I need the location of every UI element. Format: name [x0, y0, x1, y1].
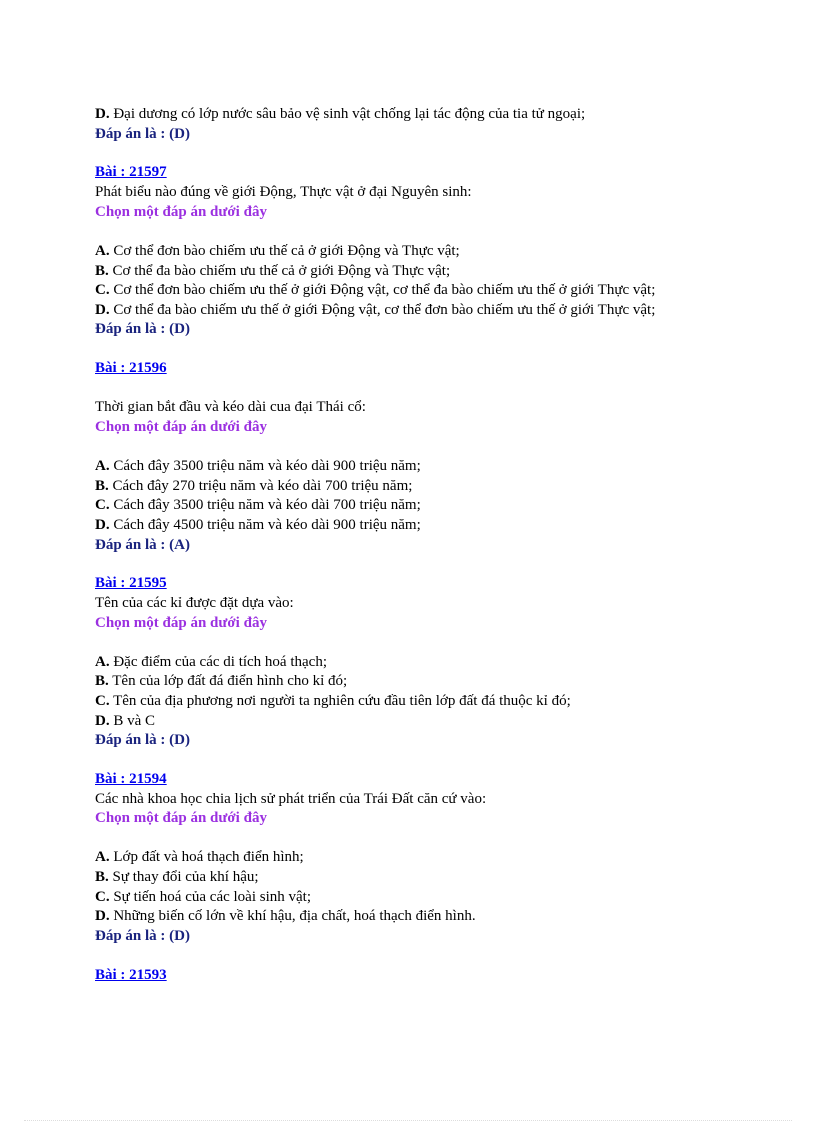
- option-d: [95, 104, 585, 124]
- option-text: Sự tiến hoá của các loài sinh vật;: [109, 889, 311, 905]
- option-c: [95, 495, 421, 515]
- option-text: Cách đây 270 triệu năm và kéo dài 700 triệu năm;: [108, 478, 413, 494]
- choose-prompt: Chọn một đáp án dưới đây: [95, 810, 267, 826]
- option-d: [95, 515, 421, 535]
- option-a: [95, 652, 327, 672]
- answer-line: Đáp án là : (D): [95, 321, 191, 337]
- option-letter: A.: [95, 458, 110, 474]
- option-text: Đặc điểm của các di tích hoá thạch;: [109, 654, 327, 670]
- option-d: [95, 300, 655, 320]
- option-letter: C.: [95, 889, 110, 905]
- option-letter: A.: [95, 243, 110, 259]
- choose-prompt: Chọn một đáp án dưới đây: [95, 615, 267, 631]
- option-letter: B.: [95, 478, 109, 494]
- option-letter: B.: [95, 263, 109, 279]
- option-b: [95, 261, 450, 281]
- option-text: Cách đây 3500 triệu năm và kéo dài 700 triệu năm;: [109, 497, 421, 513]
- answer-line: Đáp án là : (D): [95, 732, 191, 748]
- option-c: [95, 280, 655, 300]
- option-text: Tên của địa phương nơi người ta nghiên cứu đầu tiên lớp đất đá thuộc kỉ đó;: [109, 693, 571, 709]
- option-letter: A.: [95, 654, 110, 670]
- option-text: Cách đây 3500 triệu năm và kéo dài 900 triệu năm;: [109, 458, 421, 474]
- option-b: [95, 476, 412, 496]
- option-a: [95, 847, 304, 867]
- option-letter: D.: [95, 106, 110, 122]
- option-letter: C.: [95, 497, 110, 513]
- answer-line: Đáp án là : (D): [95, 928, 191, 944]
- option-letter: C.: [95, 282, 110, 298]
- page-bottom-divider: [24, 1120, 792, 1121]
- option-c: [95, 887, 311, 907]
- option-text: Đại dương có lớp nước sâu bảo vệ sinh vật chống lại tác động của tia tử ngoại;: [109, 106, 586, 122]
- option-a: [95, 241, 460, 261]
- answer-line: Đáp án là : (D): [95, 126, 191, 142]
- option-text: B và C: [109, 713, 156, 729]
- option-letter: B.: [95, 869, 109, 885]
- option-text: Sự thay đổi của khí hậu;: [108, 869, 259, 885]
- option-c: [95, 691, 571, 711]
- option-a: [95, 456, 421, 476]
- choose-prompt: Chọn một đáp án dưới đây: [95, 419, 267, 435]
- question-link-21594[interactable]: Bài : 21594: [95, 771, 167, 787]
- option-letter: C.: [95, 693, 110, 709]
- question-text: Phát biểu nào đúng về giới Động, Thực vật ở đại Nguyên sinh:: [95, 184, 472, 200]
- option-letter: B.: [95, 673, 109, 689]
- option-letter: D.: [95, 517, 110, 533]
- option-text: Lớp đất và hoá thạch điển hình;: [109, 849, 304, 865]
- choose-prompt: Chọn một đáp án dưới đây: [95, 204, 267, 220]
- option-d: [95, 906, 476, 926]
- question-text: Các nhà khoa học chia lịch sử phát triển của Trái Đất căn cứ vào:: [95, 791, 487, 807]
- question-link-21593[interactable]: Bài : 21593: [95, 967, 167, 983]
- option-text: Những biến cố lớn về khí hậu, địa chất, hoá thạch điển hình.: [109, 908, 476, 924]
- option-text: Cơ thể đơn bào chiếm ưu thế ở giới Động vật, cơ thể đa bào chiếm ưu thế ở giới Thực vật;: [109, 282, 656, 298]
- question-link-21595[interactable]: Bài : 21595: [95, 575, 167, 591]
- option-letter: D.: [95, 908, 110, 924]
- question-link-21596[interactable]: Bài : 21596: [95, 360, 167, 376]
- option-letter: A.: [95, 849, 110, 865]
- option-text: Cách đây 4500 triệu năm và kéo dài 900 triệu năm;: [109, 517, 421, 533]
- question-text: Thời gian bắt đầu và kéo dài cua đại Thái cổ:: [95, 399, 366, 415]
- question-link-21597[interactable]: Bài : 21597: [95, 164, 167, 180]
- question-text: Tên của các kỉ được đặt dựa vào:: [95, 595, 294, 611]
- option-d: [95, 711, 155, 731]
- option-text: Cơ thể đa bào chiếm ưu thế cả ở giới Động và Thực vật;: [108, 263, 451, 279]
- option-b: [95, 867, 259, 887]
- option-letter: D.: [95, 302, 110, 318]
- option-text: Cơ thể đơn bào chiếm ưu thế cả ở giới Động và Thực vật;: [109, 243, 460, 259]
- option-text: Cơ thể đa bào chiếm ưu thế ở giới Động vật, cơ thể đơn bào chiếm ưu thế ở giới Thực vật;: [109, 302, 656, 318]
- option-letter: D.: [95, 713, 110, 729]
- option-text: Tên của lớp đất đá điển hình cho kỉ đó;: [108, 673, 348, 689]
- option-b: [95, 671, 347, 691]
- answer-line: Đáp án là : (A): [95, 537, 191, 553]
